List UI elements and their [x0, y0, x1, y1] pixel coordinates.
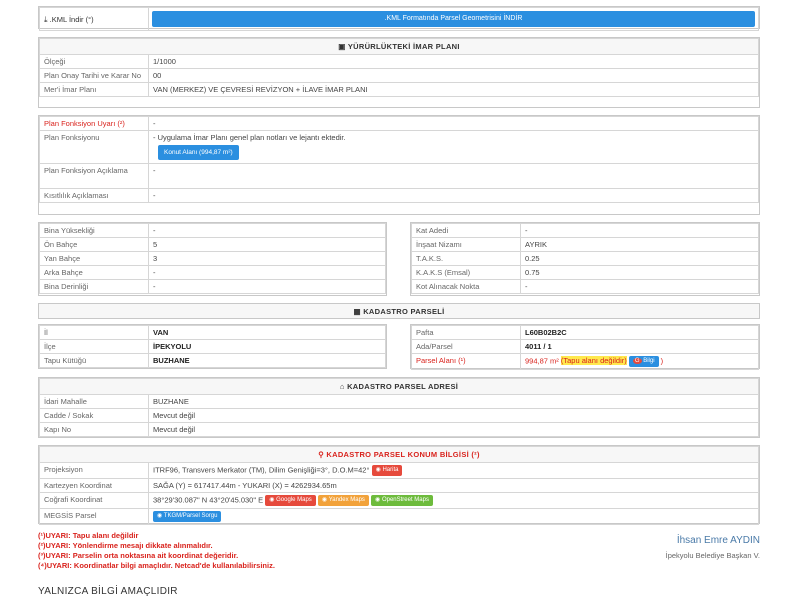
fonksiyon-uyari-value: -	[149, 117, 759, 131]
kml-button-cell	[149, 8, 759, 31]
arka-bahce-label: Arka Bahçe	[40, 266, 149, 280]
kml-button-label: .KML Formatında Parsel Geometrisini İNDİR	[384, 15, 523, 22]
fonksiyon-aciklama-label: Plan Fonksiyon Açıklama	[40, 164, 149, 189]
bina-yuksekligi-value: -	[149, 224, 386, 238]
pafta-value: L60B02B2C	[521, 326, 759, 340]
fonksiyon-uyari-label: Plan Fonksiyon Uyarı (²)	[40, 117, 149, 131]
pafta-label: Pafta	[412, 326, 521, 340]
parsel-alani-value: 994,87 m²	[525, 356, 559, 366]
adres-header	[40, 379, 759, 395]
cadde-sokak-label: Cadde / Sokak	[40, 409, 149, 423]
bina-left-section	[38, 222, 387, 296]
parsel-adres-section	[38, 377, 760, 438]
projeksiyon-label: Projeksiyon	[40, 463, 149, 479]
ilce-label: İlçe	[40, 340, 149, 354]
onay-value: 00	[149, 69, 759, 83]
kot-label: Kot Alınacak Nokta	[412, 280, 521, 294]
bina-yuksekligi-label: Bina Yüksekliği	[40, 224, 149, 238]
taks-value: 0.25	[521, 252, 759, 266]
kml-download-cell	[40, 8, 149, 31]
warning-notes	[38, 531, 458, 571]
tapu-kutugu-value: BUZHANE	[149, 354, 386, 368]
parsel-alani-cell	[521, 354, 759, 370]
on-bahce-value: 5	[149, 238, 386, 252]
adres-title: KADASTRO PARSEL ADRESİ	[347, 382, 459, 391]
plan-fonksiyonu-label: Plan Fonksiyonu	[40, 131, 149, 164]
il-value: VAN	[149, 326, 386, 340]
footer-disclaimer: YALNIZCA BİLGİ AMAÇLIDIR	[38, 586, 178, 597]
yandex-maps-label: Yandex Maps	[328, 497, 365, 503]
note-4: (⁴)UYARI: Koordinatlar bilgi amaçlıdır. Netcad'de kullanılabilirsiniz.	[38, 561, 275, 570]
grid-icon: ▦	[353, 307, 361, 316]
olcek-label: Ölçeği	[40, 55, 149, 69]
kaks-value: 0.75	[521, 266, 759, 280]
kaks-label: K.A.K.S (Emsal)	[412, 266, 521, 280]
kat-adedi-value: -	[521, 224, 759, 238]
projeksiyon-value: ITRF96, Transvers Merkator (TM), Dilim Genişliği=3°, D.O.M=42°	[153, 465, 370, 475]
il-label: İl	[40, 326, 149, 340]
konum-section	[38, 445, 760, 524]
konut-alani-label: Konut Alanı (994,87 m²)	[164, 149, 233, 156]
meri-plan-value: VAN (MERKEZ) VE ÇEVRESİ REVİZYON + İLAVE İMAR PLANI	[149, 83, 759, 97]
map-pin-icon: ⚲	[318, 450, 325, 459]
konum-header	[40, 447, 759, 463]
kisitlilik-value: -	[149, 189, 759, 203]
arka-bahce-value: -	[149, 266, 386, 280]
harita-button[interactable]: ◉ Harita	[372, 465, 403, 476]
bina-derinligi-value: -	[149, 280, 386, 294]
olcek-value: 1/1000	[149, 55, 759, 69]
kapi-no-value: Mevcut değil	[149, 423, 759, 437]
harita-label: Harita	[382, 467, 399, 473]
openstreet-maps-button[interactable]: ◉ OpenStreet Maps	[371, 495, 433, 506]
note-3: (³)UYARI: Parselin orta noktasına ait koordinat değeridir.	[38, 551, 239, 560]
idari-mahalle-value: BUZHANE	[149, 395, 759, 409]
ilce-value: İPEKYOLU	[149, 340, 386, 354]
note-2: (²)UYARI: Yönlendirme mesajı dikkate alınmalıdır.	[38, 541, 213, 550]
kadastro-title: KADASTRO PARSELİ	[363, 307, 445, 316]
tkgm-parsel-button[interactable]: ◉ TKGM/Parsel Sorgu	[153, 511, 221, 522]
yandex-maps-button[interactable]: ◉ Yandex Maps	[318, 495, 369, 506]
kapi-no-label: Kapı No	[40, 423, 149, 437]
plan-fonksiyonu-cell	[149, 131, 759, 164]
document-icon: ▣	[338, 42, 346, 51]
google-maps-label: Google Maps	[276, 497, 312, 503]
yan-bahce-label: Yan Bahçe	[40, 252, 149, 266]
note-1: (¹)UYARI: Tapu alanı değildir	[38, 531, 139, 540]
download-icon: ⤓	[44, 14, 48, 24]
kml-download-button[interactable]	[152, 11, 755, 27]
kml-row	[38, 6, 760, 29]
konum-title: KADASTRO PARSEL KONUM BİLGİSİ (²)	[326, 450, 480, 459]
imar-plan-title: YÜRÜRLÜKTEKİ İMAR PLANI	[347, 42, 460, 51]
kadastro-left-section	[38, 324, 387, 369]
bina-derinligi-label: Bina Derinliği	[40, 280, 149, 294]
home-icon: ⌂	[339, 382, 345, 391]
kml-download-label: .KML İndir (°)	[49, 14, 94, 24]
kisitlilik-label: Kısıtlılık Açıklaması	[40, 189, 149, 203]
taks-label: T.A.K.S.	[412, 252, 521, 266]
parsel-alani-label: Parsel Alanı (¹)	[412, 354, 521, 370]
tapu-warning: (Tapu alanı değildir)	[560, 356, 627, 366]
konut-alani-button[interactable]	[158, 145, 239, 160]
projeksiyon-cell	[149, 463, 759, 479]
megsis-label: MEGSİS Parsel	[40, 509, 149, 525]
openstreet-maps-label: OpenStreet Maps	[381, 497, 429, 503]
idari-mahalle-label: İdari Mahalle	[40, 395, 149, 409]
onay-label: Plan Onay Tarihi ve Karar No	[40, 69, 149, 83]
imar-plan-section	[38, 37, 760, 108]
cografi-label: Coğrafi Koordinat	[40, 493, 149, 509]
kadastro-right-section	[410, 324, 760, 369]
ada-parsel-value: 4011 / 1	[521, 340, 759, 354]
bilgi-label: Bilgi	[643, 358, 655, 364]
signature-title: İpekyolu Belediye Başkan V.	[665, 551, 760, 560]
kot-value: -	[521, 280, 759, 294]
yan-bahce-value: 3	[149, 252, 386, 266]
bilgi-button[interactable]	[629, 356, 659, 367]
google-g-icon: G	[634, 358, 640, 364]
kat-adedi-label: Kat Adedi	[412, 224, 521, 238]
on-bahce-label: Ön Bahçe	[40, 238, 149, 252]
meri-plan-label: Mer'i İmar Planı	[40, 83, 149, 97]
tapu-kutugu-label: Tapu Kütüğü	[40, 354, 149, 368]
signature-block	[666, 535, 760, 560]
kartezyen-label: Kartezyen Koordinat	[40, 479, 149, 493]
plan-fonksiyon-section	[38, 115, 760, 215]
parsel-alani-close: )	[660, 356, 664, 366]
kartezyen-value: SAĞA (Y) = 617417.44m - YUKARI (X) = 4262934.65m	[149, 479, 759, 493]
tkgm-parsel-label: TKGM/Parsel Sorgu	[163, 513, 218, 519]
bina-right-section	[410, 222, 760, 296]
fonksiyon-aciklama-value: -	[149, 164, 759, 189]
imar-plan-header	[40, 39, 759, 55]
plan-fonksiyonu-text: - Uygulama İmar Planı genel plan notları ve lejantı ektedir.	[153, 133, 346, 142]
google-maps-button[interactable]: ◉ Google Maps	[265, 495, 316, 506]
insaat-nizami-value: AYRIK	[521, 238, 759, 252]
cografi-cell	[149, 493, 759, 509]
kadastro-header	[38, 303, 760, 319]
ada-parsel-label: Ada/Parsel	[412, 340, 521, 354]
megsis-cell	[149, 509, 759, 525]
cadde-sokak-value: Mevcut değil	[149, 409, 759, 423]
insaat-nizami-label: İnşaat Nizamı	[412, 238, 521, 252]
cografi-value: 38°29'30.087" N 43°20'45.030" E	[153, 495, 264, 505]
signature-name: İhsan Emre AYDIN	[676, 535, 760, 546]
